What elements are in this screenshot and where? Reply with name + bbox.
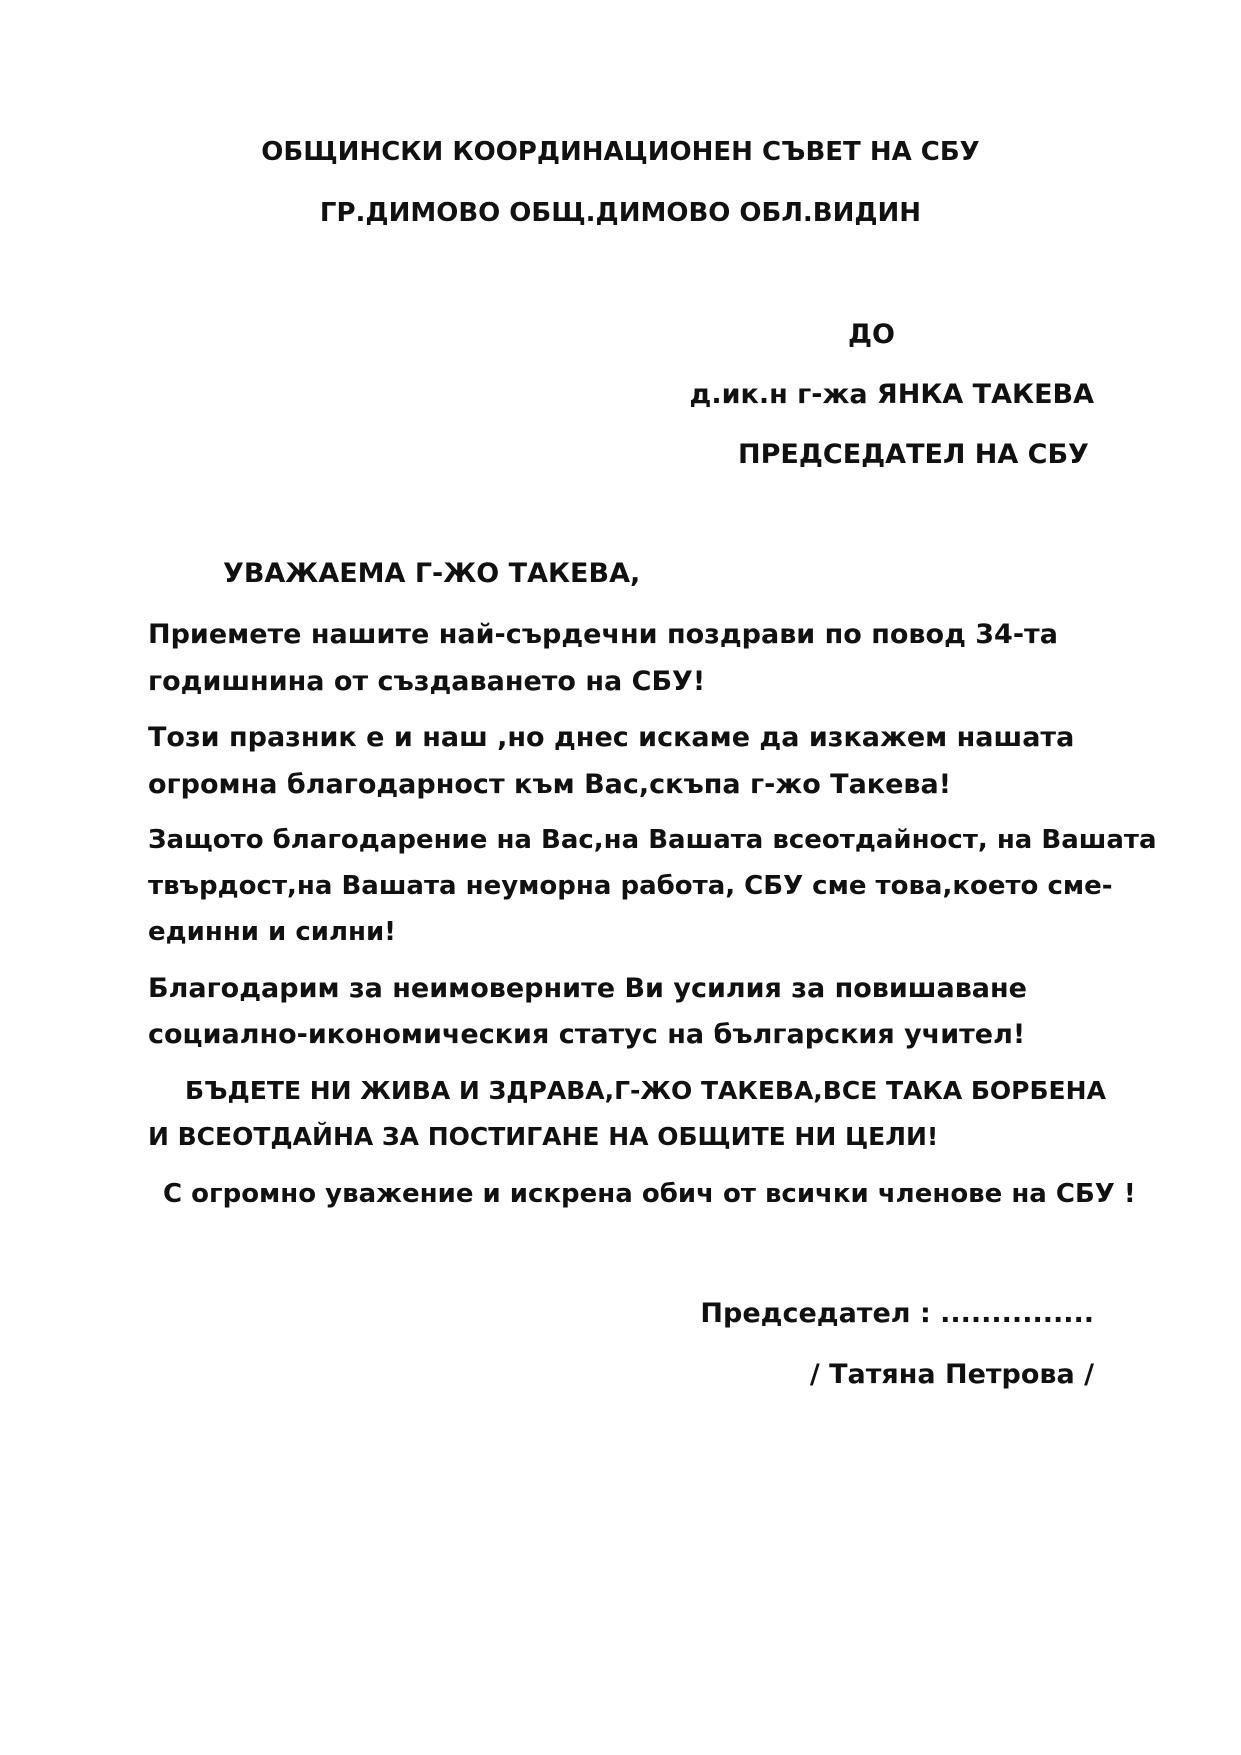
recipient-to: ДО [848,319,895,350]
paragraph-3-line-2: твърдост,на Вашата неуморна работа, СБУ сме това,което сме- [148,871,1113,901]
paragraph-4-line-1: Благодарим за неимоверните Ви усилия за повишаване [148,973,1027,1004]
recipient-title: ПРЕДСЕДАТЕЛ НА СБУ [738,439,1089,470]
paragraph-1-line-1: Приемете нашите най-сърдечни поздрави по повод 34-та [148,619,1058,650]
header-line-2: ГР.ДИМОВО ОБЩ.ДИМОВО ОБЛ.ВИДИН [319,198,922,228]
signature-name: / Татяна Петрова / [809,1359,1094,1390]
paragraph-3-line-3: единни и силни! [148,917,397,947]
paragraph-3-line-1: Защото благодарение на Вас,на Вашата всеотдайност, на Вашата [148,825,1157,855]
paragraph-5-line-1: БЪДЕТЕ НИ ЖИВА И ЗДРАВА,Г-ЖО ТАКЕВА,ВСЕ ТАКА БОРБЕНА [185,1076,1106,1105]
paragraph-1-line-2: годишнина от създаването на СБУ! [148,666,706,697]
paragraph-6: С огромно уважение и искрена обич от всички членове на СБУ ! [163,1179,1136,1209]
recipient-name: д.ик.н г-жа ЯНКА ТАКЕВА [689,379,1094,410]
salutation: УВАЖАЕМА Г-ЖО ТАКЕВА, [223,558,641,589]
paragraph-2-line-2: огромна благодарност към Вас,скъпа г-жо Такева! [148,769,952,800]
paragraph-4-line-2: социално-икономическия статус на българския учител! [148,1019,1026,1050]
paragraph-5-line-2: И ВСЕОТДАЙНА ЗА ПОСТИГАНЕ НА ОБЩИТЕ НИ ЦЕЛИ! [148,1122,939,1151]
paragraph-2-line-1: Този празник е и наш ,но днес искаме да изкажем нашата [148,722,1075,753]
signature-role: Председател : ............... [700,1298,1094,1329]
header-line-1: ОБЩИНСКИ КООРДИНАЦИОНЕН СЪВЕТ НА СБУ [261,137,980,167]
